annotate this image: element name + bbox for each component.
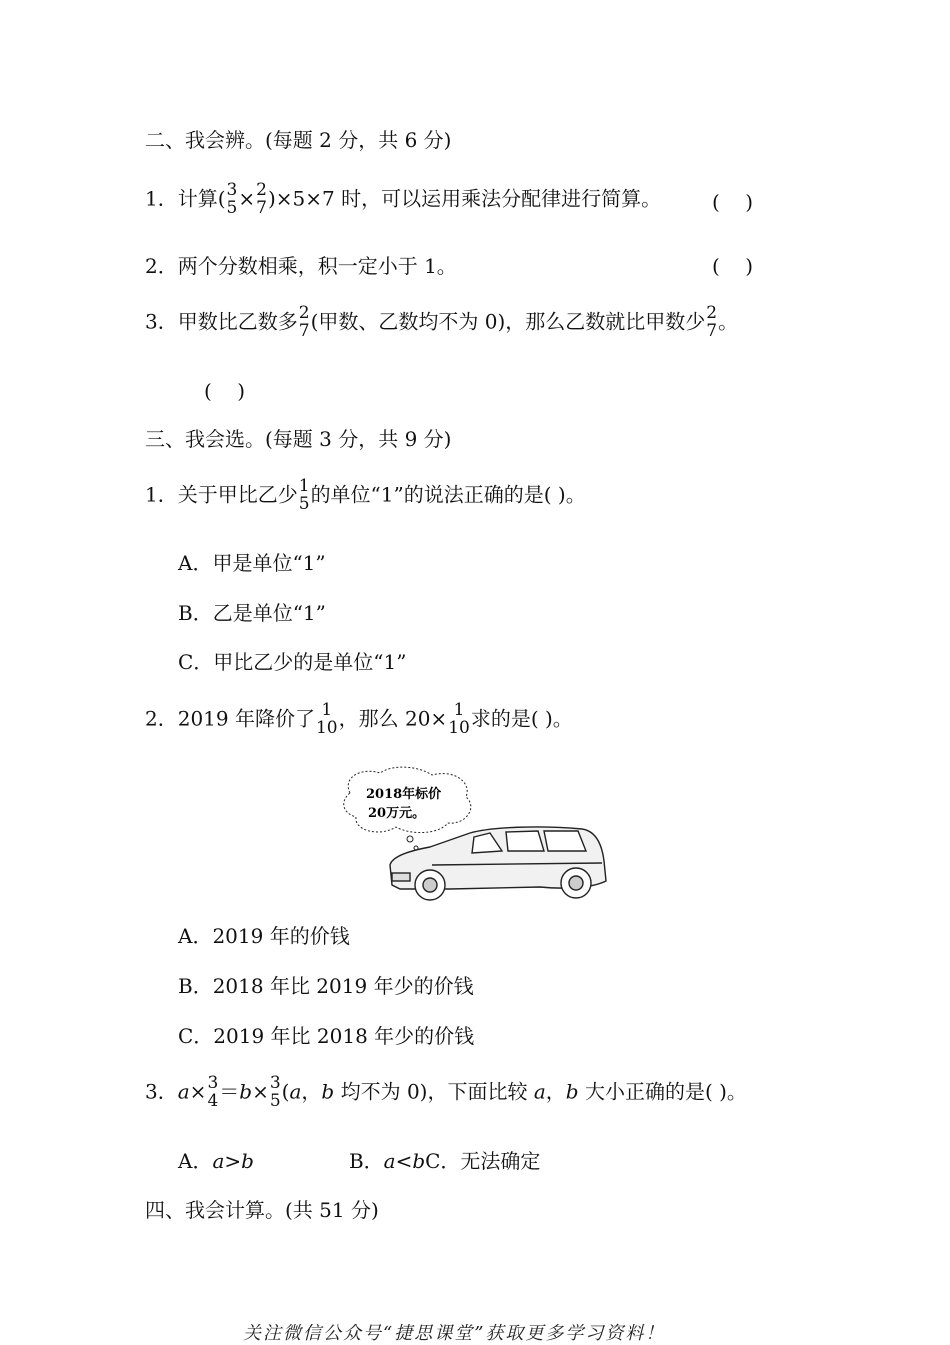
s3-question-1 — [145, 478, 586, 514]
q-text: 。 — [718, 309, 739, 334]
q-number: 3． — [145, 1079, 178, 1104]
car-icon — [390, 827, 606, 900]
option-a[interactable]: A．a>b — [178, 1149, 254, 1173]
fraction: 3 4 — [207, 1073, 219, 1111]
fraction: 3 5 — [269, 1073, 281, 1111]
q-text: ， — [545, 1079, 566, 1104]
car-illustration — [340, 765, 610, 905]
s2-question-3 — [145, 305, 738, 341]
option-b[interactable]: B．2018 年比 2019 年少的价钱 — [178, 974, 474, 998]
option-b[interactable]: B．乙是单位“1” — [178, 601, 326, 625]
var-a: a — [177, 1079, 190, 1104]
bubble-line-2: 20万元。 — [368, 806, 426, 821]
speech-bubble — [344, 767, 471, 850]
fraction: 2 7 — [706, 303, 718, 341]
fraction: 2 7 — [256, 180, 267, 218]
var-b: b — [239, 1079, 253, 1104]
option-b[interactable]: B．a<b — [348, 1149, 426, 1173]
q-text: )×5×7 时，可以运用乘法分配律进行简算。 — [267, 186, 662, 211]
fraction: 3 5 — [226, 180, 238, 218]
times-sign: × — [238, 186, 256, 211]
q-number: 1． — [145, 186, 178, 211]
fraction: 1 10 — [448, 700, 470, 738]
q-text: 3．甲数比乙数多 — [145, 309, 298, 334]
var-a: a — [533, 1079, 546, 1104]
s3-question-3 — [145, 1075, 747, 1111]
var-b: b — [565, 1079, 579, 1104]
answer-bracket[interactable]: ( ) — [712, 190, 754, 214]
q-text: 均不为 0)，下面比较 — [334, 1079, 534, 1104]
answer-bracket[interactable]: ( ) — [712, 254, 754, 278]
q-text: 计算( — [177, 186, 226, 211]
q-text: 的单位“1”的说法正确的是( )。 — [310, 482, 586, 507]
q-text: ，那么 20× — [338, 706, 448, 731]
s2-question-2: 2．两个分数相乘，积一定小于 1。 — [145, 254, 457, 278]
times-sign: × — [252, 1079, 269, 1104]
option-a[interactable]: A．2019 年的价钱 — [178, 924, 350, 948]
fraction: 1 10 — [315, 700, 338, 738]
equals-sign: ＝ — [219, 1079, 240, 1104]
option-a[interactable]: A．甲是单位“1” — [178, 551, 326, 575]
fraction: 2 7 — [298, 303, 310, 341]
section2-heading: 二、我会辨。(每题 2 分，共 6 分) — [145, 128, 452, 152]
q-text: 求的是( )。 — [470, 706, 573, 731]
fraction: 1 5 — [298, 476, 310, 514]
s2-question-1 — [145, 182, 661, 218]
times-sign: × — [189, 1079, 207, 1104]
option-c[interactable]: C．无法确定 — [425, 1149, 541, 1173]
q-text: ( — [281, 1079, 290, 1104]
q-text: 大小正确的是( )。 — [578, 1079, 747, 1104]
footer-note: 关注微信公众号“捷思课堂”获取更多学习资料！ — [243, 1323, 666, 1344]
bubble-line-1: 2018年标价 — [366, 787, 442, 802]
q-text: ， — [301, 1079, 322, 1104]
var-b: b — [321, 1079, 335, 1104]
section3-heading: 三、我会选。(每题 3 分，共 9 分) — [145, 427, 452, 451]
answer-bracket[interactable]: ( ) — [204, 379, 246, 403]
s3-q3-options — [178, 1151, 540, 1171]
var-a: a — [289, 1079, 302, 1104]
q-text: 1．关于甲比乙少 — [145, 482, 298, 507]
q-text: (甲数、乙数均不为 0)，那么乙数就比甲数少 — [310, 309, 706, 334]
option-c[interactable]: C．2019 年比 2018 年少的价钱 — [178, 1024, 475, 1048]
q-text: 2．2019 年降价了 — [145, 706, 315, 731]
s3-question-2 — [145, 702, 573, 738]
section4-heading: 四、我会计算。(共 51 分) — [145, 1198, 379, 1222]
option-c[interactable]: C．甲比乙少的是单位“1” — [178, 650, 407, 674]
